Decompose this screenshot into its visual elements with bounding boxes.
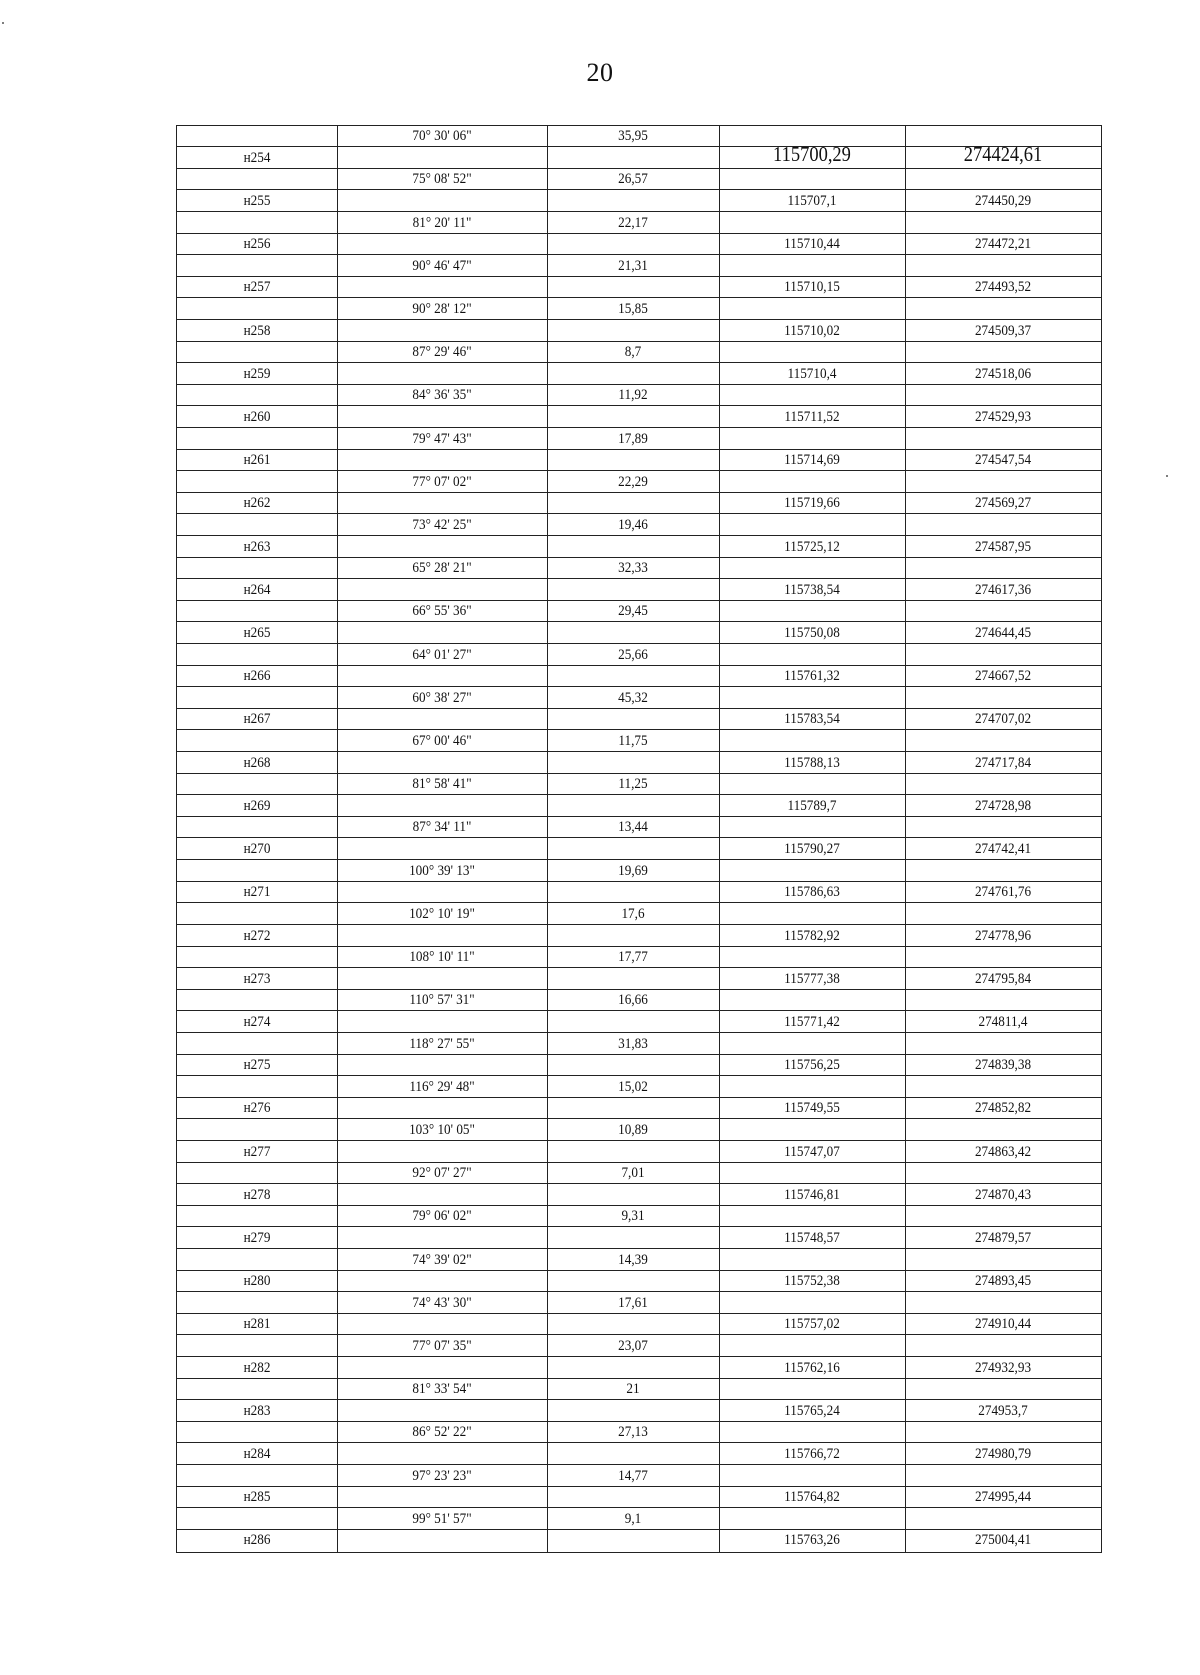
- y-coordinate: 274980,79: [974, 1446, 1032, 1463]
- segment-length: 17,77: [618, 949, 648, 966]
- y-coordinate: 274778,96: [974, 927, 1032, 944]
- y-coordinate: 274644,45: [974, 625, 1032, 642]
- segment-row: [177, 1379, 1101, 1400]
- segment-length: 11,75: [618, 733, 648, 750]
- segment-row: [177, 601, 1101, 622]
- direction-angle: 110° 57' 31": [409, 992, 475, 1009]
- direction-angle: 74° 43' 30": [412, 1294, 472, 1311]
- y-coordinate: 274617,36: [974, 581, 1032, 598]
- point-name: н254: [243, 149, 271, 166]
- direction-angle: 79° 47' 43": [412, 430, 472, 447]
- point-name: н270: [243, 841, 271, 858]
- direction-angle: 97° 23' 23": [412, 1467, 472, 1484]
- point-name: н272: [243, 927, 271, 944]
- point-name: н264: [243, 581, 271, 598]
- direction-angle: 87° 29' 46": [412, 344, 472, 361]
- segment-row: [177, 904, 1101, 925]
- x-coordinate: 115763,26: [784, 1532, 840, 1549]
- point-row: [177, 141, 1101, 169]
- point-row: [177, 1401, 1101, 1422]
- point-name: н265: [243, 625, 271, 642]
- segment-row: [177, 817, 1101, 838]
- point-row: [177, 969, 1101, 990]
- segment-length: 14,39: [618, 1251, 648, 1268]
- direction-angle: 64° 01' 27": [412, 646, 472, 663]
- y-coordinate: 274493,52: [974, 279, 1032, 296]
- segment-row: [177, 645, 1101, 666]
- segment-length: 19,69: [618, 862, 648, 879]
- point-name: н271: [243, 884, 271, 901]
- point-name: н262: [243, 495, 271, 512]
- segment-length: 27,13: [618, 1424, 648, 1441]
- y-coordinate: 274547,54: [974, 452, 1032, 469]
- point-row: [177, 1141, 1101, 1162]
- point-name: н259: [243, 365, 271, 382]
- direction-angle: 102° 10' 19": [409, 905, 475, 922]
- x-coordinate: 115748,57: [784, 1230, 840, 1246]
- y-coordinate: 274529,93: [974, 408, 1032, 425]
- point-row: [177, 1055, 1101, 1076]
- segment-length: 17,89: [618, 430, 648, 447]
- direction-angle: 86° 52' 22": [412, 1424, 472, 1441]
- direction-angle: 99° 51' 57": [412, 1510, 472, 1527]
- y-coordinate: 274995,44: [974, 1489, 1032, 1506]
- point-row: [177, 1487, 1101, 1508]
- direction-angle: 90° 46' 47": [412, 257, 472, 274]
- direction-angle: 70° 30' 06": [412, 128, 472, 145]
- point-name: н258: [243, 322, 271, 339]
- x-coordinate: 115700,29: [773, 141, 851, 166]
- point-name: н284: [243, 1446, 271, 1463]
- direction-angle: 60° 38' 27": [412, 689, 472, 706]
- x-coordinate: 115765,24: [784, 1402, 840, 1419]
- point-row: [177, 1314, 1101, 1335]
- segment-length: 9,31: [621, 1208, 645, 1225]
- point-row: [177, 882, 1101, 903]
- x-coordinate: 115719,66: [784, 495, 840, 512]
- y-coordinate: 274870,43: [974, 1186, 1032, 1203]
- x-coordinate: 115752,38: [784, 1273, 840, 1290]
- segment-row: [177, 385, 1101, 406]
- point-name: н261: [243, 452, 271, 469]
- point-name: н257: [243, 279, 271, 296]
- point-row: [177, 580, 1101, 601]
- x-coordinate: 115761,32: [784, 668, 840, 685]
- direction-angle: 116° 29' 48": [409, 1078, 475, 1095]
- x-coordinate: 115746,81: [784, 1186, 840, 1203]
- y-coordinate: 274667,52: [974, 668, 1032, 685]
- segment-length: 16,66: [618, 992, 648, 1009]
- segment-length: 21: [626, 1381, 640, 1398]
- point-row: [177, 666, 1101, 687]
- segment-row: [177, 1466, 1101, 1487]
- y-coordinate: 274863,42: [974, 1143, 1032, 1160]
- segment-length: 29,45: [618, 603, 648, 620]
- segment-row: [177, 256, 1101, 277]
- x-coordinate: 115707,1: [787, 192, 837, 209]
- point-row: [177, 1444, 1101, 1465]
- point-row: [177, 450, 1101, 471]
- direction-angle: 118° 27' 55": [409, 1035, 475, 1052]
- segment-length: 15,85: [618, 300, 648, 317]
- segment-length: 23,07: [618, 1338, 648, 1355]
- segment-row: [177, 428, 1101, 449]
- segment-length: 11,92: [618, 387, 648, 404]
- coordinates-table: [176, 125, 1102, 1553]
- y-coordinate: 274742,41: [974, 841, 1032, 858]
- segment-length: 32,33: [618, 560, 648, 577]
- segment-row: [177, 515, 1101, 536]
- point-name: н274: [243, 1013, 271, 1030]
- y-coordinate: 274893,45: [974, 1273, 1032, 1290]
- segment-row: [177, 990, 1101, 1011]
- y-coordinate: 274707,02: [974, 711, 1032, 728]
- segment-row: [177, 774, 1101, 795]
- segment-row: [177, 1509, 1101, 1530]
- x-coordinate: 115757,02: [784, 1316, 840, 1333]
- x-coordinate: 115762,16: [784, 1359, 840, 1376]
- segment-length: 10,89: [618, 1121, 648, 1138]
- segment-length: 31,83: [618, 1035, 648, 1052]
- segment-row: [177, 1422, 1101, 1443]
- point-name: н256: [243, 236, 271, 253]
- x-coordinate: 115771,42: [784, 1013, 840, 1030]
- y-coordinate: 274518,06: [974, 365, 1032, 382]
- point-name: н285: [243, 1489, 271, 1506]
- segment-length: 17,6: [621, 905, 645, 922]
- segment-length: 14,77: [618, 1467, 648, 1484]
- y-coordinate: 274717,84: [974, 754, 1032, 771]
- point-row: [177, 493, 1101, 514]
- point-name: н276: [243, 1100, 271, 1117]
- segment-row: [177, 1163, 1101, 1184]
- y-coordinate: 274424,61: [963, 141, 1043, 166]
- direction-angle: 79° 06' 02": [412, 1208, 472, 1225]
- point-name: н263: [243, 538, 271, 555]
- y-coordinate: 274509,37: [974, 322, 1032, 339]
- point-row: [177, 277, 1101, 298]
- y-coordinate: 274761,76: [974, 884, 1032, 901]
- point-name: н279: [243, 1230, 271, 1246]
- x-coordinate: 115764,82: [784, 1489, 840, 1506]
- scan-speck: [1166, 475, 1168, 477]
- y-coordinate: 274472,21: [974, 236, 1032, 253]
- x-coordinate: 115766,72: [784, 1446, 840, 1463]
- y-coordinate: 275004,41: [974, 1532, 1032, 1549]
- y-coordinate: 274450,29: [974, 192, 1032, 209]
- point-name: н269: [243, 797, 271, 814]
- direction-angle: 66° 55' 36": [412, 603, 472, 620]
- point-name: н282: [243, 1359, 271, 1376]
- segment-length: 11,25: [618, 776, 648, 793]
- segment-length: 7,01: [621, 1165, 645, 1182]
- x-coordinate: 115790,27: [784, 841, 840, 858]
- direction-angle: 90° 28' 12": [412, 300, 472, 317]
- segment-row: [177, 1250, 1101, 1271]
- point-name: н280: [243, 1273, 271, 1290]
- segment-length: 15,02: [618, 1078, 648, 1095]
- scan-speck: [2, 22, 4, 24]
- point-row: [177, 320, 1101, 341]
- x-coordinate: 115725,12: [784, 538, 840, 555]
- segment-row: [177, 1077, 1101, 1098]
- y-coordinate: 274795,84: [974, 970, 1032, 987]
- direction-angle: 84° 36' 35": [412, 387, 472, 404]
- y-coordinate: 274587,95: [974, 538, 1032, 555]
- direction-angle: 87° 34' 11": [412, 819, 472, 836]
- point-row: [177, 1228, 1101, 1249]
- x-coordinate: 115738,54: [784, 581, 840, 598]
- y-coordinate: 274910,44: [974, 1316, 1032, 1333]
- point-row: [177, 1358, 1101, 1379]
- x-coordinate: 115710,4: [787, 365, 837, 382]
- page-number: 20: [586, 58, 614, 87]
- point-name: н273: [243, 970, 271, 987]
- y-coordinate: 274953,7: [978, 1402, 1028, 1419]
- point-row: [177, 364, 1101, 385]
- direction-angle: 67° 00' 46": [412, 733, 472, 750]
- point-row: [177, 407, 1101, 428]
- point-name: н266: [243, 668, 271, 685]
- segment-row: [177, 472, 1101, 493]
- direction-angle: 73° 42' 25": [412, 517, 472, 533]
- direction-angle: 81° 20' 11": [412, 214, 472, 231]
- point-row: [177, 839, 1101, 860]
- point-row: [177, 234, 1101, 255]
- point-row: [177, 623, 1101, 644]
- point-row: [177, 1012, 1101, 1033]
- direction-angle: 92° 07' 27": [412, 1165, 472, 1182]
- x-coordinate: 115747,07: [784, 1143, 840, 1160]
- segment-row: [177, 1033, 1101, 1054]
- y-coordinate: 274839,38: [974, 1057, 1032, 1074]
- point-row: [177, 709, 1101, 730]
- x-coordinate: 115789,7: [787, 797, 837, 814]
- segment-row: [177, 688, 1101, 709]
- point-name: н283: [243, 1402, 271, 1419]
- y-coordinate: 274728,98: [974, 797, 1032, 814]
- point-name: н278: [243, 1186, 271, 1203]
- x-coordinate: 115749,55: [784, 1100, 840, 1117]
- x-coordinate: 115710,15: [784, 279, 840, 296]
- x-coordinate: 115750,08: [784, 625, 840, 642]
- y-coordinate: 274852,82: [974, 1100, 1032, 1117]
- point-name: н286: [243, 1532, 271, 1549]
- x-coordinate: 115710,44: [784, 236, 840, 253]
- x-coordinate: 115782,92: [784, 927, 840, 944]
- segment-row: [177, 212, 1101, 233]
- segment-row: [177, 861, 1101, 882]
- point-name: н277: [243, 1143, 271, 1160]
- segment-row: [177, 1206, 1101, 1227]
- segment-row: [177, 299, 1101, 320]
- point-row: [177, 796, 1101, 817]
- segment-length: 8,7: [624, 344, 642, 361]
- segment-length: 35,95: [618, 128, 648, 145]
- point-name: н281: [243, 1316, 271, 1333]
- x-coordinate: 115788,13: [784, 754, 840, 771]
- point-row: [177, 753, 1101, 774]
- segment-row: [177, 1336, 1101, 1357]
- segment-row: [177, 947, 1101, 968]
- segment-length: 17,61: [618, 1294, 648, 1311]
- direction-angle: 103° 10' 05": [409, 1121, 475, 1138]
- x-coordinate: 115783,54: [784, 711, 840, 728]
- direction-angle: 74° 39' 02": [412, 1251, 472, 1268]
- point-row: [177, 1530, 1101, 1550]
- x-coordinate: 115756,25: [784, 1057, 840, 1074]
- segment-row: [177, 1120, 1101, 1141]
- x-coordinate: 115711,52: [784, 408, 840, 425]
- point-row: [177, 191, 1101, 212]
- segment-length: 19,46: [618, 517, 648, 533]
- point-row: [177, 1185, 1101, 1206]
- x-coordinate: 115777,38: [784, 970, 840, 987]
- point-name: н260: [243, 408, 271, 425]
- x-coordinate: 115710,02: [784, 322, 840, 339]
- x-coordinate: 115786,63: [784, 884, 840, 901]
- point-name: н267: [243, 711, 271, 728]
- y-coordinate: 274569,27: [974, 495, 1032, 512]
- segment-row: [177, 1293, 1101, 1314]
- segment-row: [177, 342, 1101, 363]
- segment-length: 21,31: [618, 257, 648, 274]
- segment-row: [177, 169, 1101, 190]
- direction-angle: 81° 33' 54": [412, 1381, 472, 1398]
- segment-length: 25,66: [618, 646, 648, 663]
- segment-row: [177, 558, 1101, 579]
- point-name: н255: [243, 192, 271, 209]
- point-row: [177, 537, 1101, 558]
- segment-length: 22,17: [618, 214, 648, 231]
- direction-angle: 75° 08' 52": [412, 171, 472, 188]
- y-coordinate: 274932,93: [974, 1359, 1032, 1376]
- segment-length: 22,29: [618, 473, 648, 490]
- point-row: [177, 925, 1101, 946]
- segment-length: 26,57: [618, 171, 648, 188]
- point-name: н275: [243, 1057, 271, 1074]
- y-coordinate: 274811,4: [978, 1013, 1028, 1030]
- direction-angle: 81° 58' 41": [412, 776, 472, 793]
- segment-length: 13,44: [618, 819, 648, 836]
- point-row: [177, 1271, 1101, 1292]
- point-name: н268: [243, 754, 271, 771]
- direction-angle: 100° 39' 13": [409, 862, 475, 879]
- direction-angle: 65° 28' 21": [412, 560, 472, 577]
- segment-row: [177, 731, 1101, 752]
- y-coordinate: 274879,57: [974, 1230, 1032, 1246]
- direction-angle: 77° 07' 35": [412, 1338, 472, 1355]
- x-coordinate: 115714,69: [784, 452, 840, 469]
- segment-length: 45,32: [618, 689, 648, 706]
- point-row: [177, 1098, 1101, 1119]
- direction-angle: 108° 10' 11": [409, 949, 475, 966]
- direction-angle: 77° 07' 02": [412, 473, 472, 490]
- segment-length: 9,1: [624, 1510, 642, 1527]
